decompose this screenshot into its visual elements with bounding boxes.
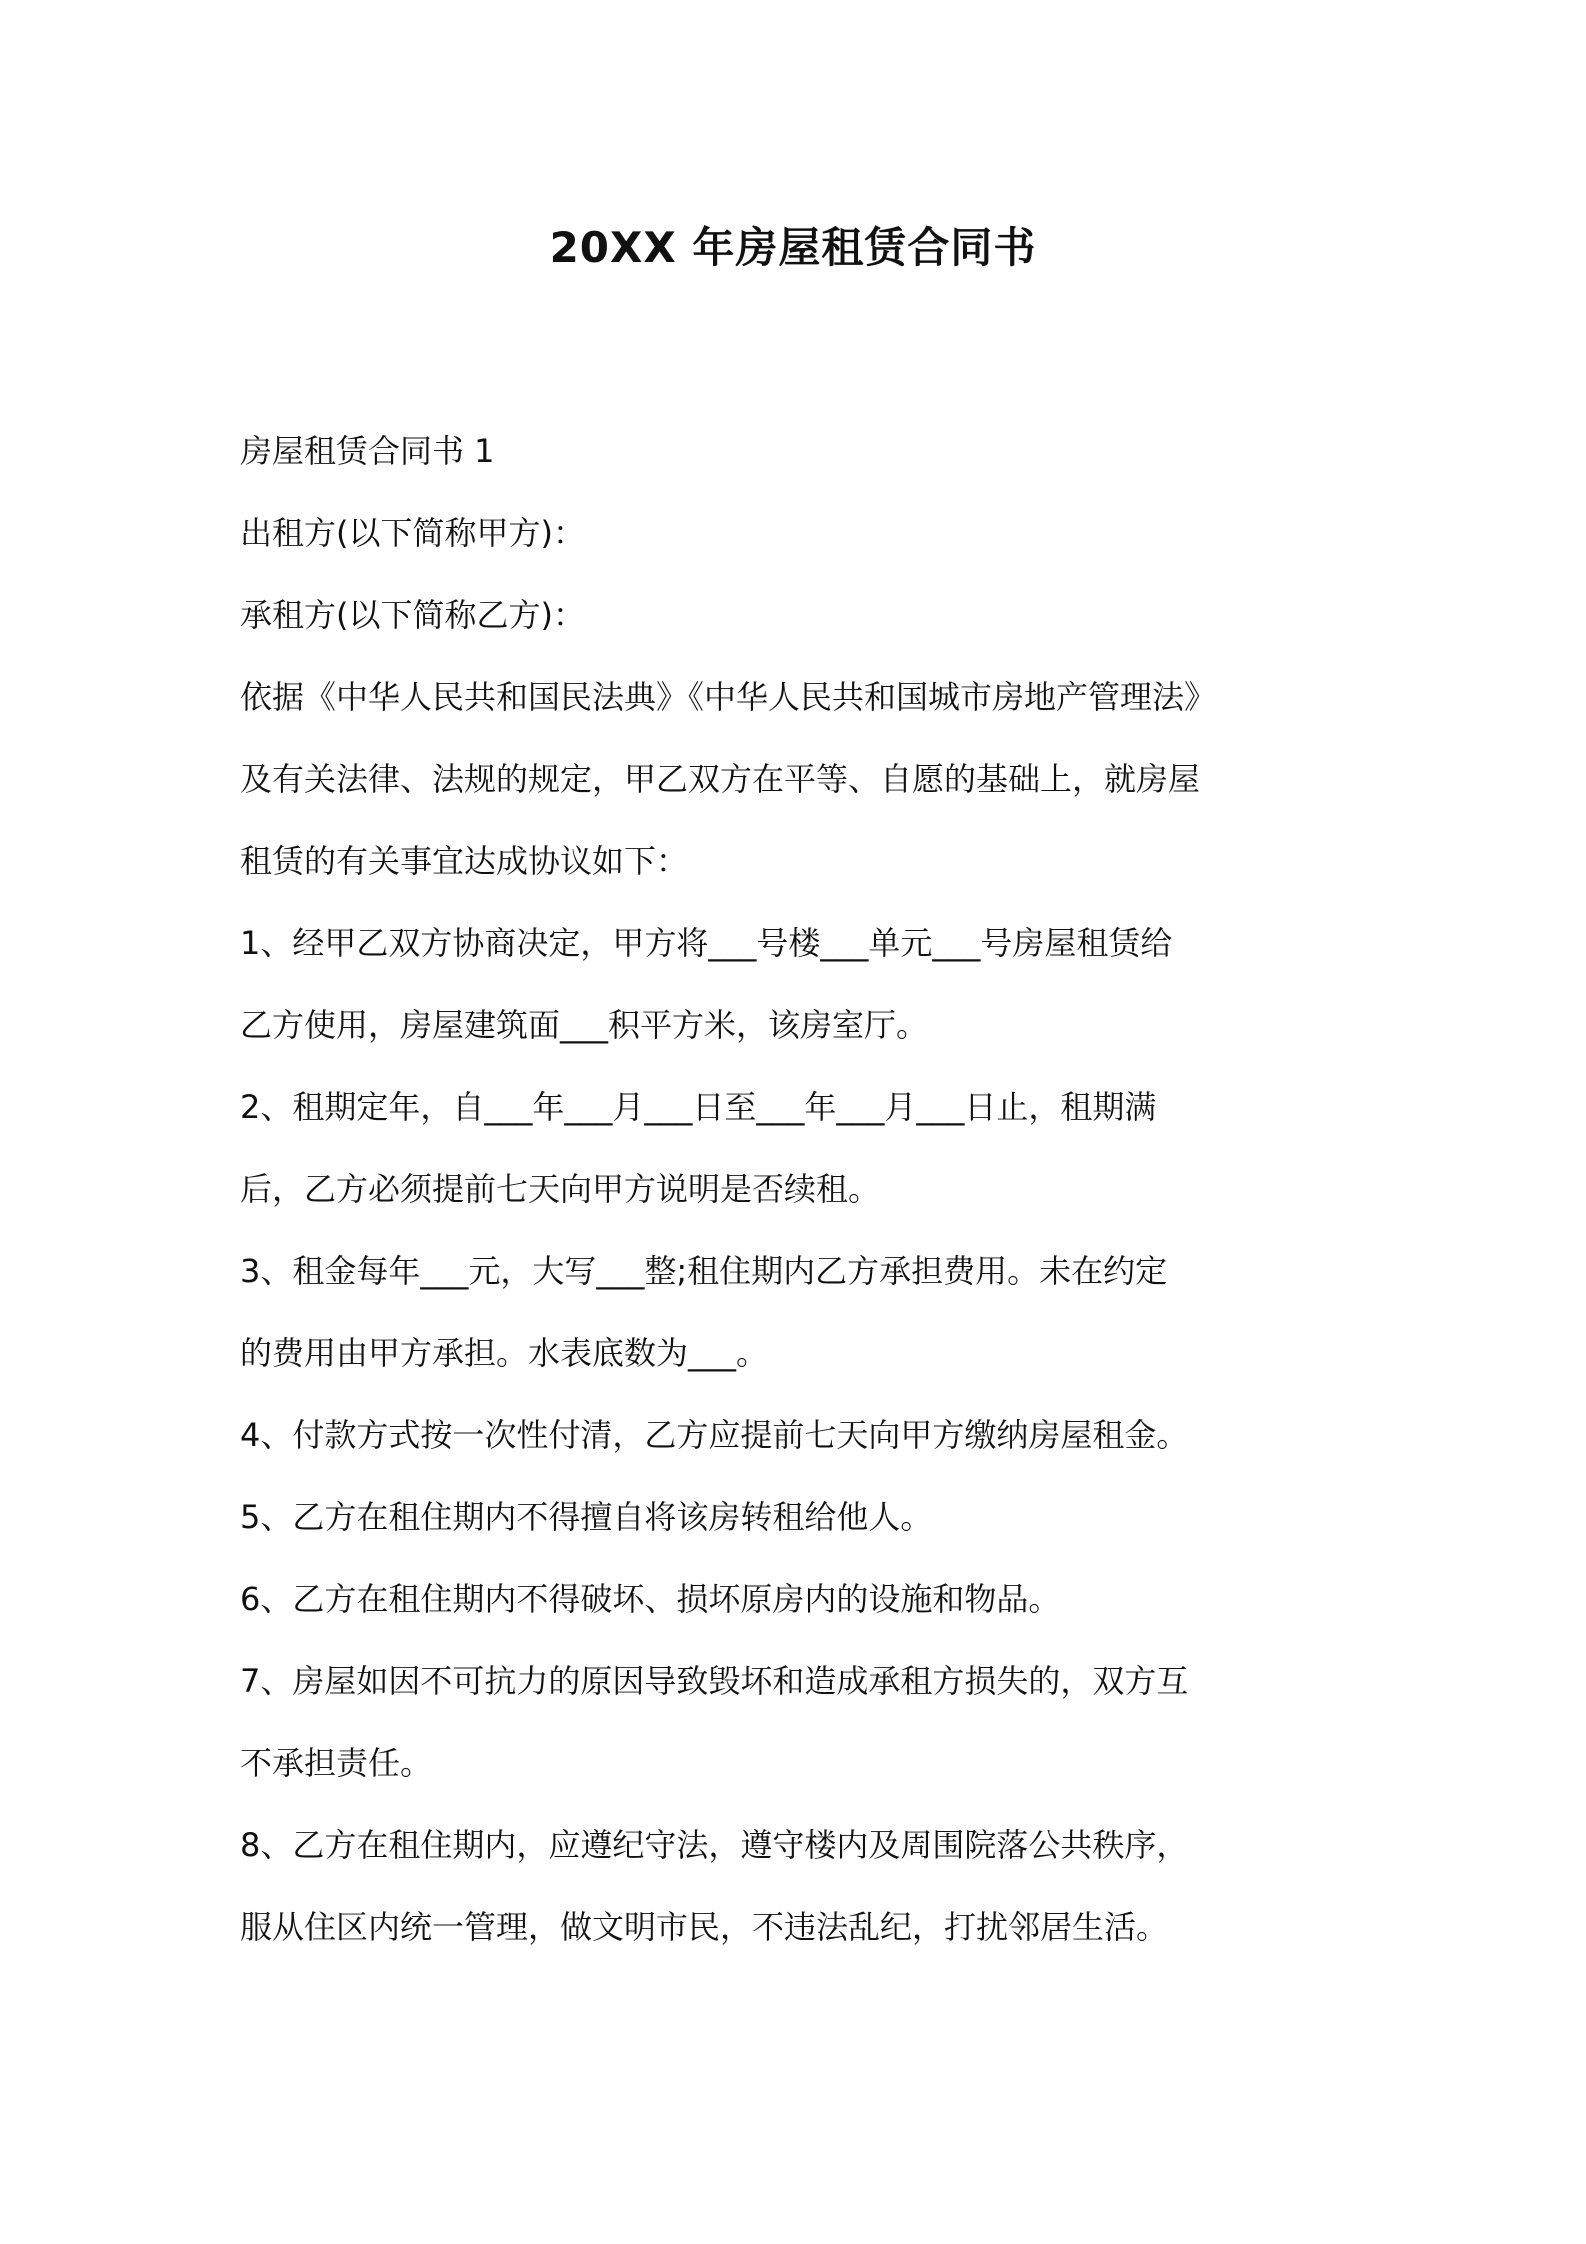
document-title: 20XX 年房屋租赁合同书 [549, 223, 1037, 272]
clause-2-line-2: 后，乙方必须提前七天向甲方说明是否续租。 [240, 1170, 881, 1208]
clause-1-line-1: 1、经甲乙双方协商决定，甲方将___号楼___单元___号房屋租赁给 [240, 924, 1173, 962]
clause-8-line-2: 服从住区内统一管理，做文明市民，不违法乱纪，打扰邻居生活。 [240, 1908, 1169, 1946]
preamble-line-2: 及有关法律、法规的规定，甲乙双方在平等、自愿的基础上，就房屋 [240, 760, 1201, 798]
clause-3-line-2: 的费用由甲方承担。水表底数为___。 [240, 1334, 769, 1372]
preamble-line-1: 依据《中华人民共和国民法典》《中华人民共和国城市房地产管理法》 [240, 678, 1217, 716]
clause-7-line-1: 7、房屋如因不可抗力的原因导致毁坏和造成承租方损失的，双方互 [240, 1662, 1189, 1700]
preamble-line-3: 租赁的有关事宜达成协议如下： [240, 842, 689, 880]
clause-7-line-2: 不承担责任。 [240, 1744, 433, 1782]
document-body [240, 410, 1380, 1968]
clause-2-line-1: 2、租期定年，自___年___月___日至___年___月___日止，租期满 [240, 1088, 1157, 1126]
lessor-line: 出租方(以下简称甲方)： [240, 514, 585, 552]
section-heading: 房屋租赁合同书 1 [240, 432, 495, 470]
clause-8-line-1: 8、乙方在租住期内，应遵纪守法，遵守楼内及周围院落公共秩序， [240, 1826, 1189, 1864]
clause-5-line: 5、乙方在租住期内不得擅自将该房转租给他人。 [240, 1498, 933, 1536]
clause-3-line-1: 3、租金每年___元，大写___整;租住期内乙方承担费用。未在约定 [240, 1252, 1168, 1290]
lessee-line: 承租方(以下简称乙方)： [240, 596, 585, 634]
clause-1-line-2: 乙方使用，房屋建筑面___积平方米，该房室厅。 [240, 1006, 929, 1044]
clause-6-line: 6、乙方在租住期内不得破坏、损坏原房内的设施和物品。 [240, 1580, 1061, 1618]
clause-4-line: 4、付款方式按一次性付清，乙方应提前七天向甲方缴纳房屋租金。 [240, 1416, 1189, 1454]
